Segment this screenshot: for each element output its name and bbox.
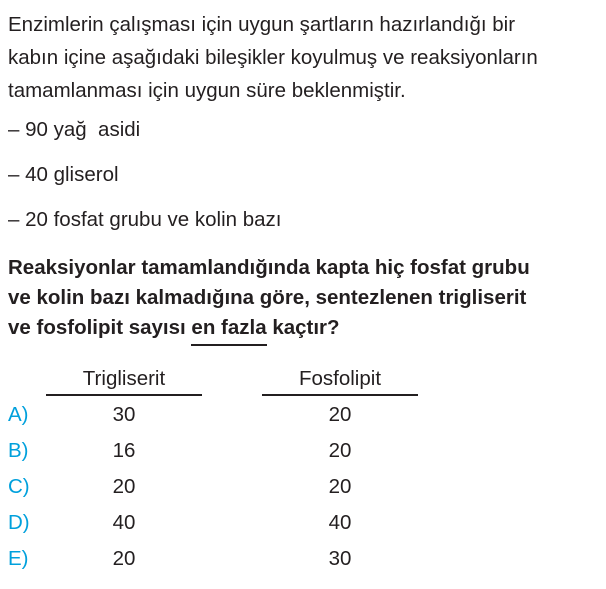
emphasis-underline [191,344,266,346]
column-header-fosfolipit: Fosfolipit [298,367,382,390]
option-a-letter[interactable]: A) [8,403,29,426]
option-d-letter[interactable]: D) [8,511,30,534]
option-e-fosfolipit: 30 [328,547,352,570]
option-c-trigliserit: 20 [112,475,136,498]
list-item-phosphate-choline: – 20 fosfat grubu ve kolin bazı [8,208,282,231]
option-b-letter[interactable]: B) [8,439,29,462]
list-item-fatty-acid: – 90 yağ asidi [8,118,141,141]
question-line-2: ve kolin bazı kalmadığına göre, sentezlenen trigliserit [8,286,527,309]
column-rule-fosfolipit [262,394,418,396]
question-line-1: Reaksiyonlar tamamlandığında kapta hiç fosfat grubu [8,256,530,279]
column-header-trigliserit: Trigliserit [82,367,166,390]
intro-line-2: kabın içine aşağıdaki bileşikler koyulmuş ve reaksiyonların [8,46,538,69]
emphasis-text: en fazla [191,316,267,339]
intro-line-3: tamamlanması için uygun süre beklenmiştir. [8,79,406,102]
option-c-fosfolipit: 20 [328,475,352,498]
intro-line-1: Enzimlerin çalışması için uygun şartların hazırlandığı bir [8,13,516,36]
option-d-trigliserit: 40 [112,511,136,534]
option-b-trigliserit: 16 [112,439,136,462]
question-line-3-start: ve fosfolipit sayısı [8,316,192,339]
list-item-glycerol: – 40 gliserol [8,163,119,186]
option-e-letter[interactable]: E) [8,547,29,570]
option-a-fosfolipit: 20 [328,403,352,426]
question-line-3 [8,313,600,343]
option-e-trigliserit: 20 [112,547,136,570]
column-rule-trigliserit [46,394,202,396]
option-b-fosfolipit: 20 [328,439,352,462]
question-line-3-end: kaçtır? [266,316,340,339]
option-a-trigliserit: 30 [112,403,136,426]
option-c-letter[interactable]: C) [8,475,30,498]
emphasis-en-fazla [191,313,266,343]
option-d-fosfolipit: 40 [328,511,352,534]
question-text [8,253,600,343]
intro-paragraph [8,8,598,107]
